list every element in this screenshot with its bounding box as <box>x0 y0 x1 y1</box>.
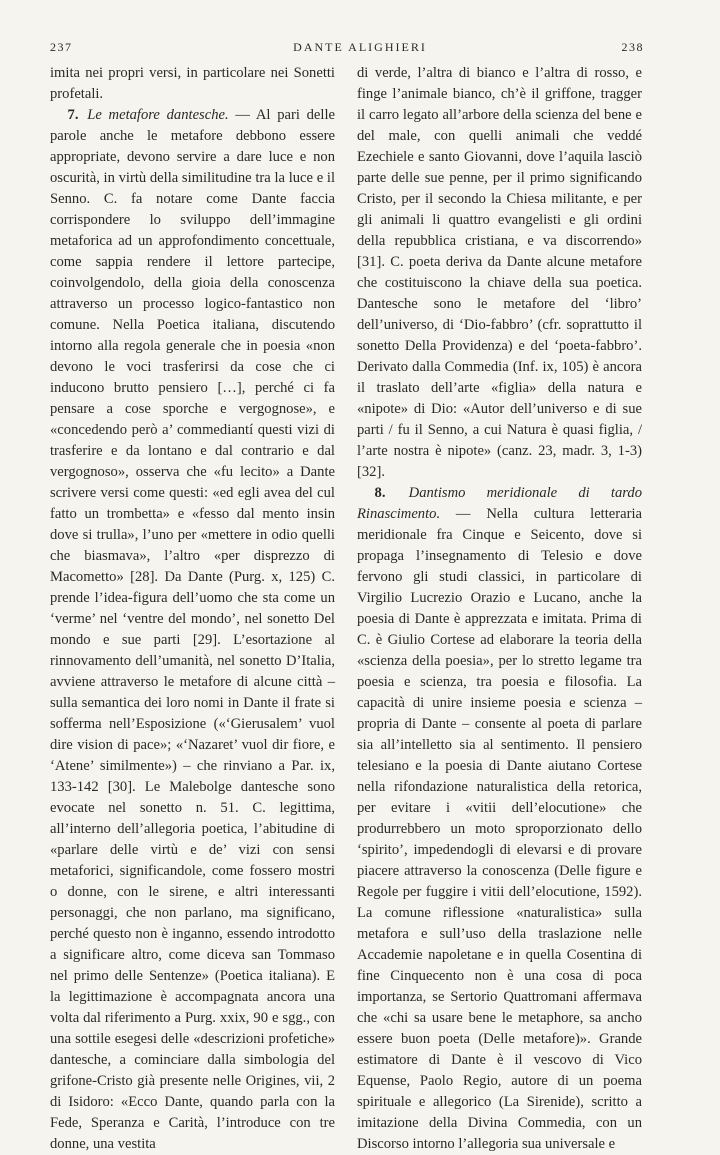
section-body: — Al pari delle parole anche le metafore debbono essere appropriate, devono servire a dare luce e non oscurità, in virtù della similitudine tra la luce e il Senno. C. fa notare come Dante faccia corrispondere lo sviluppo dell’immagine metaforica ad un approfondimento concettuale, come sappia rendere il lettore partecipe, coinvolgendolo, della gioia della conoscenza attraverso un processo logico-fantastico non comune. Nella Poetica italiana, discutendo intorno alla regola generale che in poesia «non devono le voci trasferirsi da cose che ci inducono brutto pensiero […], perché ci fa pensare a cose sporche e vergognose», e «concedendo però a’ commediantí questi vizi di trasferire e da lontano e dal contrario e dal vergognoso», osserva che «fu lecito» a Dante scrivere versi come questi: «ed egli avea del cul fatto un trombetta» e «fesso dal mento insin dove si trulla», l’uno per «mettere in odio quelli che biasmava», l’altro «per disprezzo di Macometto» [28]. Da Dante (Purg. x, 125) C. prende l’idea-figura dell’uomo che sta come un ‘verme’ nel ‘ventre del mondo’, nel sonetto Del mondo e sue parti [29]. L’esortazione al rinnovamento dell’umanità, nel sonetto D’Italia, avviene attraverso le metafore di alcune città – sulla semantica dei loro nomi in Dante il frate si sofferma nell’Esposizione («‘Gierusalem’ vuol dire vision di pace»; «‘Nazaret’ vuol dir fiore, e ‘Atene’ similmente») – che rinviano a Par. ix, 133-142 [30]. Le Malebolge dantesche sono evocate nel sonetto n. 51. C. legittima, all’interno dell’allegoria poetica, l’abitudine di «parlare delle virtù e de’ vizi con sensi metaforici, significandole, come fossero mostri o donne, con le sirene, e altri interessanti personaggi, che non parlano, ma significano, perché questo non è inganno, essendo introdotto a significare altro, come diceva san Tommaso nel primo delle Sentenze» (Poetica italiana). E la legittimazione è accompagnata ancora una volta dal riferimento a Purg. xxix, 90 e sgg., con una sottile esegesi delle «descrizioni profetiche» dantesche, a cominciare dalla simbologia del grifone-Cristo già presente nelle Origines, vii, 2 di Isidoro: «Ecco Dante, quando parla con la Fede, Speranza e Carità, l’introduce con tre donne, una vestita <box>50 107 335 1152</box>
paragraph: di verde, l’altra di bianco e l’altra di rosso, e finge l’animale bianco, ch’è il griffone, tragger il carro legato all’arbore della scienza del bene e del male, con quelli animali che veddé Ezechiele e santo Giovanni, dove l’aquila lasciò parte delle sue penne, per il primo significando Cristo, per il secondo la Chiesa militante, e per gli animali li quattro evangelisti e gli ordini della repubblica cristiana, e va discorrendo» [31]. C. poeta deriva da Dante alcune metafore che costituiscono la chiave della sua poetica. Dantesche sono le metafore del ‘libro’ dell’universo, di ‘Dio-fabbro’ (cfr. soprattutto il sonetto Della Providenza) e del ‘poeta-fabbro’. Derivato dalla Commedia (Inf. ix, 105) è ancora il traslato dell’arte «figlia» della natura e «nipote» di Dio: «Autor dell’universo e di sue parti / fu il Senno, a cui Natura è quasi figlia, / l’arte nostra è nipote» (canz. 23, madr. 3, 1-3) [32]. <box>357 65 642 480</box>
left-column <box>50 63 335 1155</box>
page-header <box>0 40 720 60</box>
section-body: — Nella cultura letteraria meridionale fra Cinque e Seicento, dove si propaga l’insegnamento di Telesio e dove fervono gli studi classici, in particolare di Virgilio Lucrezio Orazio e Lucano, anche la poesia di Dante è apprezzata e imitata. Prima di C. è Giulio Cortese ad elaborare la teoria della «scienza della poesia», per lo stretto legame tra poesia e scienza, tra poesia e filosofia. La capacità di unire insieme poesia e scienza – propria di Dante – consente al poeta di parlare sia all’intelletto sia al sentimento. Il pensiero telesiano e la poesia di Dante aiutano Cortese nella rifondazione naturalistica della retorica, per evitare i «vitii dell’elocutione» che produrrebbero un moto sproporzionato dello ‘spirito’, impedendogli di elevarsi e di provare piacere attraverso la conoscenza (Delle figure e Regole per fuggire i vitii dell’elocutione, 1592). La comune riflessione «naturalistica» sulla metafora e sull’uso della traslazione nelle Accademie napoletane e in quella Cosentina di fine Cinquecento non è una cosa di poca importanza, se Sertorio Quattromani affermava che «chi sa usare bene le metaphore, sa ancho essere buon poeta (Delle metafore)». Grande estimatore di Dante è il vescovo di Vico Equense, Paolo Regio, autore di un poema spirituale e allegorico (La Sirenide), scritto a imitazione della Divina Commedia, con un Discorso intorno l’allegoria sua universale e <box>357 506 642 1152</box>
page-number-left: 237 <box>50 40 73 54</box>
section-8 <box>357 483 642 1155</box>
section-title: Le metafore dantesche. <box>87 107 229 123</box>
section-7 <box>50 105 335 1155</box>
running-title: DANTE ALIGHIERI <box>293 40 427 54</box>
section-number: 8. <box>374 485 386 501</box>
section-title: Dantismo meridionale di tardo Rinascimento. <box>357 485 642 522</box>
page-number-right: 238 <box>621 40 644 54</box>
section-number: 7. <box>67 107 79 123</box>
paragraph: imita nei propri versi, in particolare nei Sonetti profetali. <box>50 65 335 102</box>
right-column <box>357 63 642 1155</box>
